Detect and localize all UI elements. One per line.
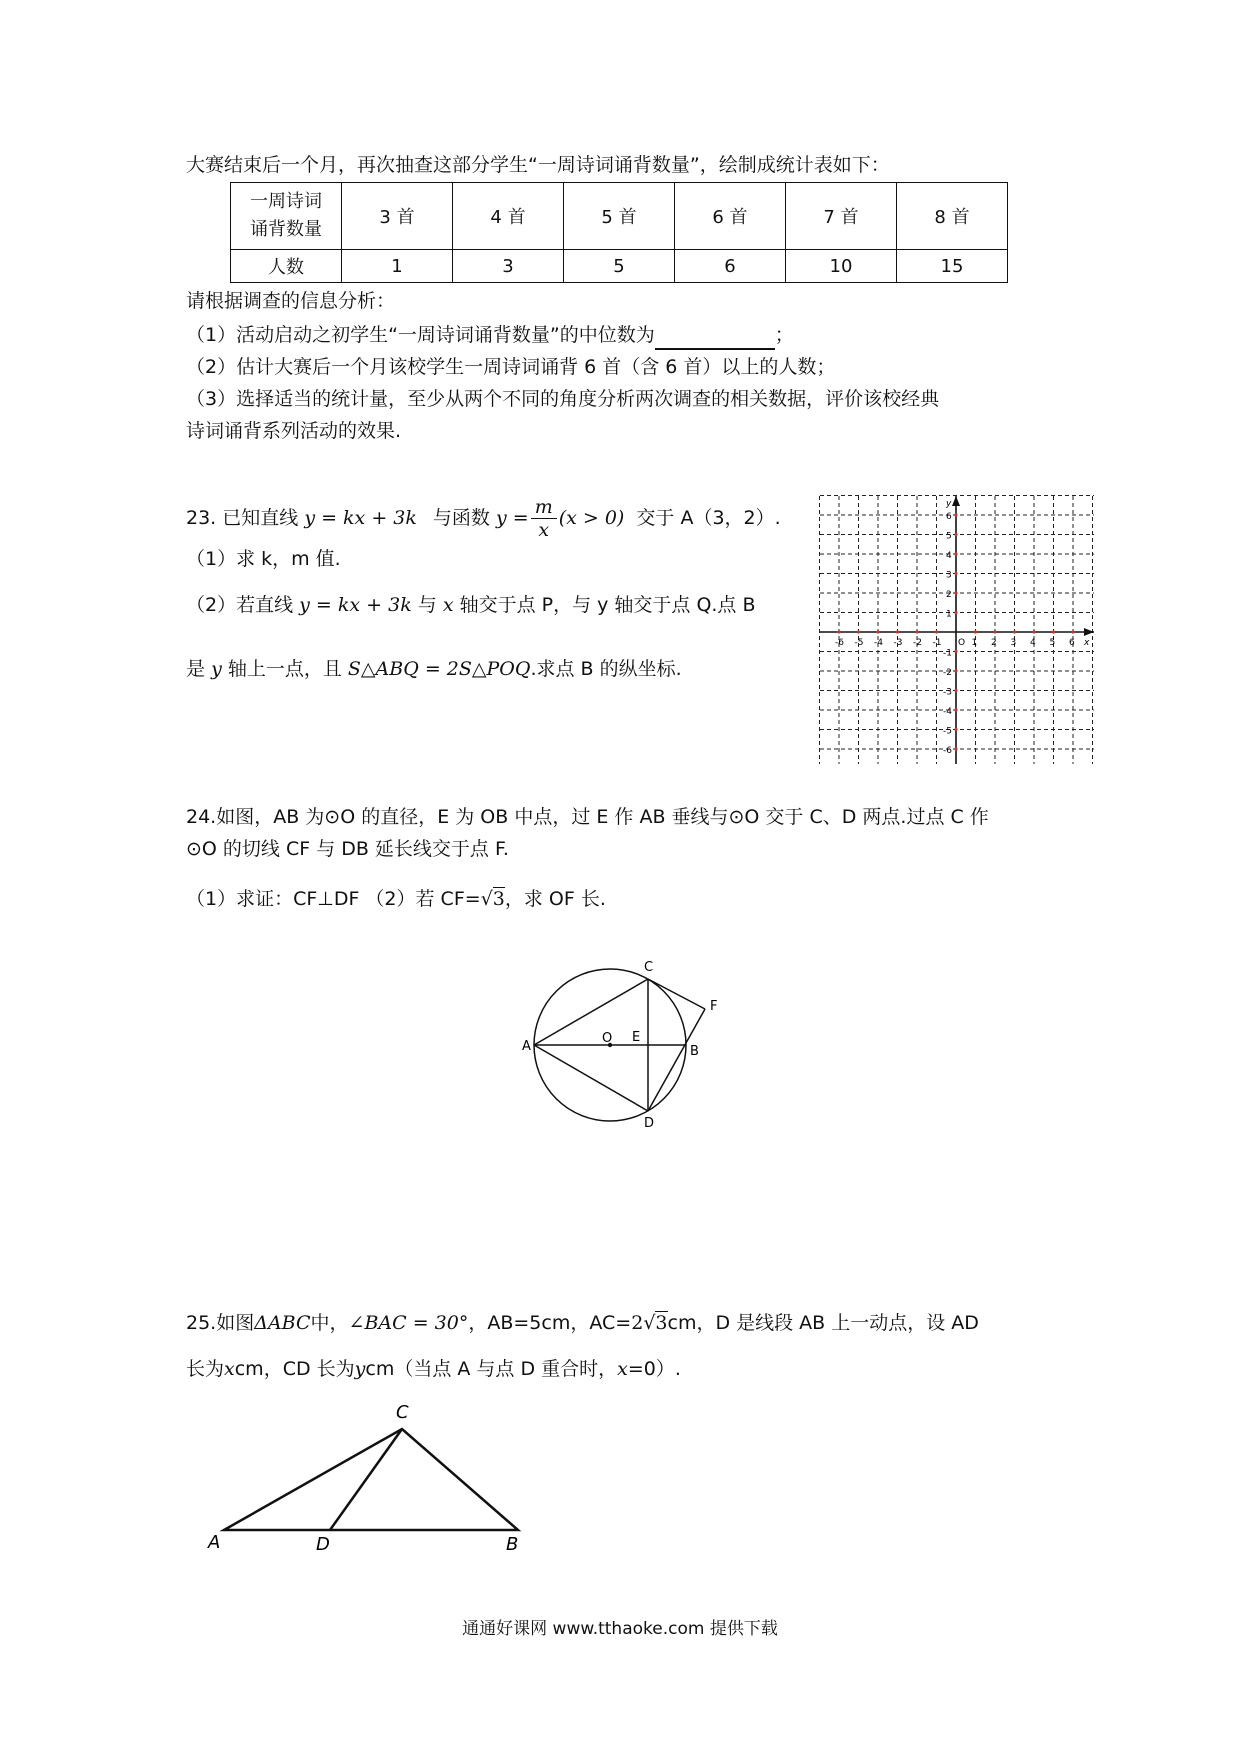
- triangle-figure: [200, 1400, 540, 1550]
- x-tick-dot: [1052, 630, 1055, 633]
- x-tick-dot: [857, 630, 860, 633]
- q25-line1: [186, 1308, 979, 1338]
- table-cell: 6: [675, 250, 786, 283]
- intro-line: 大赛结束后一个月，再次抽查这部分学生“一周诗词诵背数量”，绘制成统计表如下：: [186, 154, 890, 176]
- table-header-label: [231, 183, 342, 250]
- q25-text: cm（当点 A 与点 D 重合时，: [365, 1358, 618, 1380]
- triangle-name: ΔABC: [254, 1312, 311, 1334]
- y-tick-dot: [954, 650, 957, 653]
- x-tick-label: 2: [991, 638, 997, 648]
- q23-line4: [186, 654, 682, 684]
- x-tick-dot: [1032, 630, 1035, 633]
- sqrt-expression: √3: [480, 888, 505, 910]
- x-tick-label: O: [958, 638, 966, 648]
- y-axis-arrow: [952, 496, 960, 506]
- x-tick-dot: [935, 630, 938, 633]
- y-tick-label: -3: [943, 687, 952, 698]
- fraction-numerator: m: [531, 496, 557, 519]
- var-y: y: [354, 1358, 366, 1380]
- x-tick-label: 3: [1010, 638, 1017, 648]
- table-cell: 10: [786, 250, 897, 283]
- x-tick-dot: [915, 630, 918, 633]
- var-y: y: [211, 658, 222, 680]
- y-tick-label: 2: [946, 590, 952, 600]
- x-tick-dot: [1013, 630, 1016, 633]
- label-o: O: [602, 1031, 613, 1046]
- q25-text: 中，: [310, 1312, 349, 1334]
- y-tick-dot: [954, 669, 957, 672]
- stat-table: [230, 182, 1008, 283]
- q23-text: 是: [186, 658, 206, 680]
- label-c: C: [644, 960, 654, 975]
- label-e: E: [632, 1030, 641, 1045]
- q25-text: 25.如图: [186, 1312, 255, 1334]
- y-tick-dot: [954, 689, 957, 692]
- q23-text: 交于 A（3，2）.: [636, 507, 781, 529]
- sqrt-coefficient: 2: [631, 1312, 644, 1334]
- q23-number-text: 23. 已知直线: [186, 507, 299, 529]
- circle-figure: [505, 955, 745, 1135]
- function-lhs: y =: [495, 507, 529, 529]
- y-tick-label: -6: [943, 746, 952, 756]
- q22-part1: [186, 320, 794, 350]
- table-cell: 3: [453, 250, 564, 283]
- x-tick-label: -1: [932, 638, 942, 648]
- q24-text: ，求 OF 长.: [504, 888, 606, 910]
- segment-ac: [534, 979, 648, 1045]
- table-cell: 15: [897, 250, 1008, 283]
- label-c: C: [396, 1402, 409, 1423]
- fraction: [531, 496, 557, 541]
- q25-text: =0）.: [627, 1358, 681, 1380]
- table-col-header: 3 首: [342, 183, 453, 250]
- label-b: B: [690, 1044, 699, 1059]
- label-f: F: [710, 999, 718, 1014]
- y-axis-label: y: [946, 499, 952, 509]
- label-d: D: [644, 1116, 655, 1131]
- y-tick-dot: [954, 513, 957, 516]
- y-tick-dot: [954, 533, 957, 536]
- x-tick-label: 4: [1030, 638, 1036, 648]
- line-equation: y = kx + 3k: [304, 507, 417, 529]
- domain-condition: (x > 0): [558, 507, 625, 529]
- q22-part2: （2）估计大赛后一个月该校学生一周诗词诵背 6 首（含 6 首）以上的人数；: [186, 356, 836, 378]
- y-tick-label: -2: [943, 668, 952, 678]
- y-tick-dot: [954, 708, 957, 711]
- y-tick-label: -4: [943, 707, 952, 717]
- x-tick-label: -2: [913, 638, 922, 648]
- y-tick-label: 4: [946, 551, 952, 561]
- x-tick-dot: [837, 630, 840, 633]
- q22-prompt: 请根据调查的信息分析：: [186, 290, 396, 312]
- var-x: x: [224, 1358, 235, 1380]
- table-col-header: 5 首: [564, 183, 675, 250]
- y-tick-label: -5: [943, 726, 952, 737]
- q22-part1-end: ；: [774, 324, 794, 346]
- q25-text: cm，CD 长为: [234, 1358, 355, 1380]
- sqrt-expression: 2√3: [631, 1312, 668, 1334]
- table-col-header: 6 首: [675, 183, 786, 250]
- x-tick-dot: [876, 630, 879, 633]
- segment-cd: [330, 1429, 402, 1530]
- q25-text: cm，D 是线段 AB 上一动点，设 AD: [667, 1312, 979, 1334]
- angle-expression: ∠BAC = 30°: [348, 1312, 469, 1334]
- x-tick-label: 6: [1069, 638, 1075, 648]
- table-col-header: 7 首: [786, 183, 897, 250]
- x-tick-label: -6: [835, 638, 844, 648]
- q24-line1: 24.如图，AB 为⊙O 的直径，E 为 OB 中点，过 E 作 AB 垂线与⊙O 交于 C、D 两点.过点 C 作: [186, 806, 989, 828]
- header-label-line-1: 一周诗词: [250, 191, 322, 212]
- x-tick-dot: [1071, 630, 1074, 633]
- sqrt-radicand: 3: [492, 888, 505, 910]
- q23-line1: [186, 496, 781, 541]
- label-a: A: [522, 1039, 531, 1054]
- table-cell: 1: [342, 250, 453, 283]
- tangent-cf: [648, 979, 705, 1009]
- q23-text: 与函数: [432, 507, 490, 529]
- q23-line3: [186, 590, 756, 620]
- q23-text: 轴交于点 P，与 y 轴交于点 Q.点 B: [459, 594, 756, 616]
- page-footer: 通通好课网 www.tthaoke.com 提供下载: [462, 1619, 778, 1639]
- q23-text: 与: [417, 594, 437, 616]
- x-tick-dot: [896, 630, 899, 633]
- label-d: D: [316, 1534, 330, 1550]
- q22-part1-text: （1）活动启动之初学生“一周诗词诵背数量”的中位数为: [186, 324, 655, 346]
- y-tick-dot: [954, 728, 957, 731]
- q24-text: （1）求证：CF⊥DF （2）若 CF=: [186, 888, 481, 910]
- q25-text: ，AB=5cm，AC=: [468, 1312, 632, 1334]
- y-tick-dot: [954, 747, 957, 750]
- table-col-header: 8 首: [897, 183, 1008, 250]
- q25-line2: [186, 1354, 681, 1384]
- var-x: x: [617, 1358, 628, 1380]
- var-x: x: [442, 594, 454, 616]
- q23-text: （2）若直线: [186, 594, 294, 616]
- q25-text: 长为: [186, 1358, 225, 1380]
- table-row-label: 人数: [231, 250, 342, 283]
- segment-df: [648, 1009, 705, 1111]
- segment-ad: [534, 1045, 648, 1111]
- label-b: B: [506, 1534, 519, 1550]
- y-tick-label: 3: [946, 570, 952, 581]
- x-tick-dot: [974, 630, 977, 633]
- x-axis-label: x: [1084, 638, 1090, 648]
- q23-line2: （1）求 k，m 值.: [186, 548, 341, 570]
- table-col-header: 4 首: [453, 183, 564, 250]
- y-tick-label: 1: [946, 609, 952, 620]
- q22-part3-line1: （3）选择适当的统计量，至少从两个不同的角度分析两次调查的相关数据，评价该校经典: [186, 388, 940, 410]
- y-tick-dot: [954, 552, 957, 555]
- y-tick-label: -1: [943, 648, 952, 659]
- x-tick-label: -4: [874, 638, 883, 648]
- x-tick-label: -3: [893, 638, 903, 648]
- line-equation: y = kx + 3k: [299, 594, 412, 616]
- q23-text: .求点 B 的纵坐标.: [530, 658, 682, 680]
- sqrt-radicand: 3: [655, 1312, 668, 1334]
- x-tick-label: 5: [1049, 638, 1056, 648]
- q23-text: 轴上一点，且: [227, 658, 342, 680]
- y-tick-label: 5: [946, 531, 952, 542]
- y-tick-dot: [954, 572, 957, 575]
- q24-line3: [186, 884, 606, 914]
- y-tick-dot: [954, 611, 957, 614]
- x-tick-dot: [993, 630, 996, 633]
- x-tick-label: 1: [971, 638, 978, 648]
- x-tick-label: -5: [854, 638, 864, 648]
- answer-blank: [655, 326, 775, 350]
- table-cell: 5: [564, 250, 675, 283]
- y-tick-label: 6: [946, 512, 952, 522]
- label-a: A: [208, 1532, 221, 1550]
- q22-part3-line2: 诗词诵背系列活动的效果.: [186, 420, 402, 442]
- fraction-denominator: x: [538, 519, 550, 541]
- q24-line2: ⊙O 的切线 CF 与 DB 延长线交于点 F.: [186, 838, 509, 860]
- header-label-line-2: 诵背数量: [250, 219, 322, 240]
- coordinate-grid: [818, 492, 1098, 768]
- triangle-abc: [224, 1429, 518, 1530]
- y-tick-dot: [954, 591, 957, 594]
- area-equation: S△ABQ = 2S△POQ: [347, 658, 531, 680]
